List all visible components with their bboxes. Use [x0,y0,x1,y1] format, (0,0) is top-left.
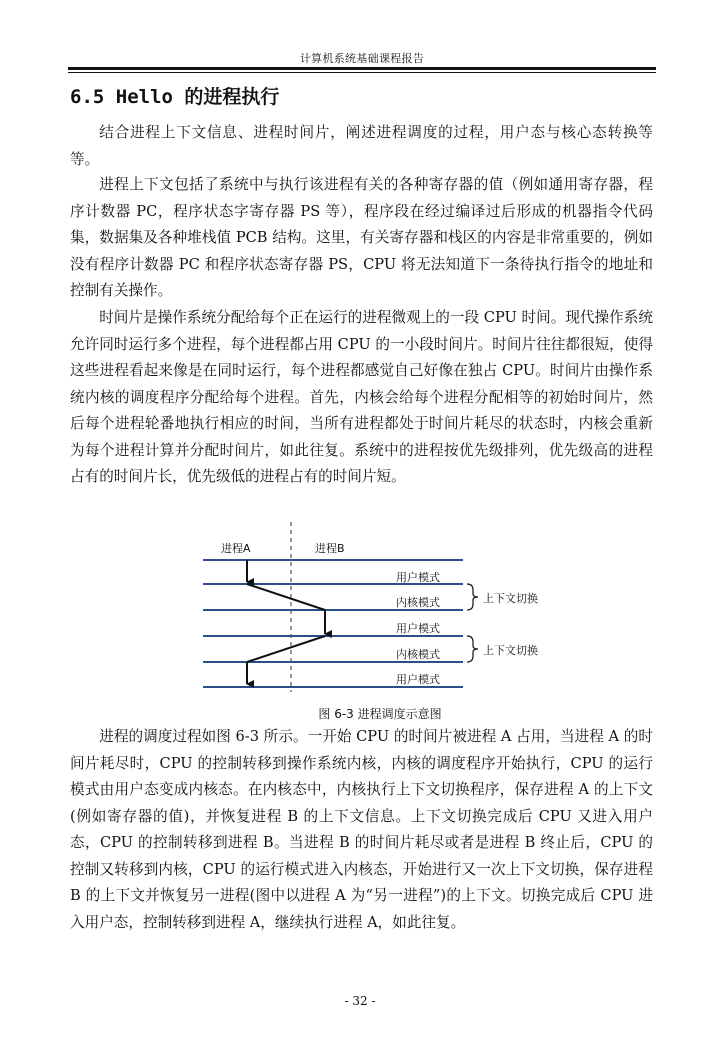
context-switch-brace [467,584,478,610]
figure-caption: 图 6-3 进程调度示意图 [318,707,442,721]
paragraph-intro: 结合进程上下文信息、进程时间片，阐述进程调度的过程，用户态与核心态转换等等。 [70,124,653,168]
paragraph-timeslice: 时间片是操作系统分配给每个正在运行的进程微观上的一段 CPU 时间。现代操作系统允许同时运行多个进程，每个进程都占用 CPU 的一小段时间片。时间片往往都很短，使得这些进程看起来像是在同时运行，每个进程都感觉自己好像在独占 CPU。时间片由操作系统内核的调度程序分配给每个进程。首先，内核会给每个进程分配相等的初始时间片，然后每个进程轮番地执行相应的时间，当所有进程都处于时间片耗尽的状态时，内核会重新为每个进程计算并分配时间片，如此往复。系统中的进程按优先级排列，优先级高的进程占有的时间片长，优先级低的进程占有的时间片短。 [70,309,653,485]
process-a-label: 进程A [221,542,251,555]
header-rule-thin [68,72,656,73]
mode-label: 用户模式 [396,571,440,584]
scheduling-diagram [195,522,575,692]
running-header: 计算机系统基础课程报告 [299,52,425,65]
paragraph-scheduling: 进程的调度过程如图 6-3 所示。一开始 CPU 的时间片被进程 A 占用，当进程 A 的时间片耗尽时，CPU 的控制转移到操作系统内核，内核的调度程序开始执行，CPU 的运行模式由用户态变成内核态。在内核态中，内核执行上下文切换程序，保存进程 A 的上下文(例如寄存器的值)，并恢复进程 B 的上下文信息。上下文切换完成后 CPU 又进入用户态，CPU 的控制转移到进程 B。当进程 B 的时间片耗尽或者是进程 B 终止后，CPU 的控制又转移到内核，CPU 的运行模式进入内核态，开始进行又一次上下文切换，保存进程 B 的上下文并恢复另一进程(图中以进程 A 为“另一进程”)的上下文。切换完成后 CPU 进入用户态，控制转移到进程 A，继续执行进程 A，如此往复。 [70,728,653,931]
context-switch-label: 上下文切换 [483,592,538,605]
section-title: 6.5 Hello 的进程执行 [70,86,280,108]
paragraph-context: 进程上下文包括了系统中与执行该进程有关的各种寄存器的值（例如通用寄存器，程序计数器 PC，程序状态字寄存器 PS 等），程序段在经过编译过后形成的机器指令代码集，数据集及各种堆栈值 PCB 结构。这里，有关寄存器和栈区的内容是非常重要的，例如没有程序计数器 PC 和程序状态寄存器 PS，CPU 将无法知道下一条待执行指令的地址和控制有关操作。 [70,176,653,299]
mode-label: 内核模式 [396,596,440,609]
header-rule-thick [68,67,656,70]
process-b-label: 进程B [315,542,345,555]
control-flow-line [247,636,325,662]
page-number: - 32 - [344,994,376,1008]
mode-label: 内核模式 [396,648,440,661]
scheduling-diagram-svg [195,522,575,692]
control-flow-line [247,584,325,610]
context-switch-brace [467,636,478,662]
mode-label: 用户模式 [396,673,440,686]
context-switch-label: 上下文切换 [483,644,538,657]
mode-label: 用户模式 [396,622,440,635]
